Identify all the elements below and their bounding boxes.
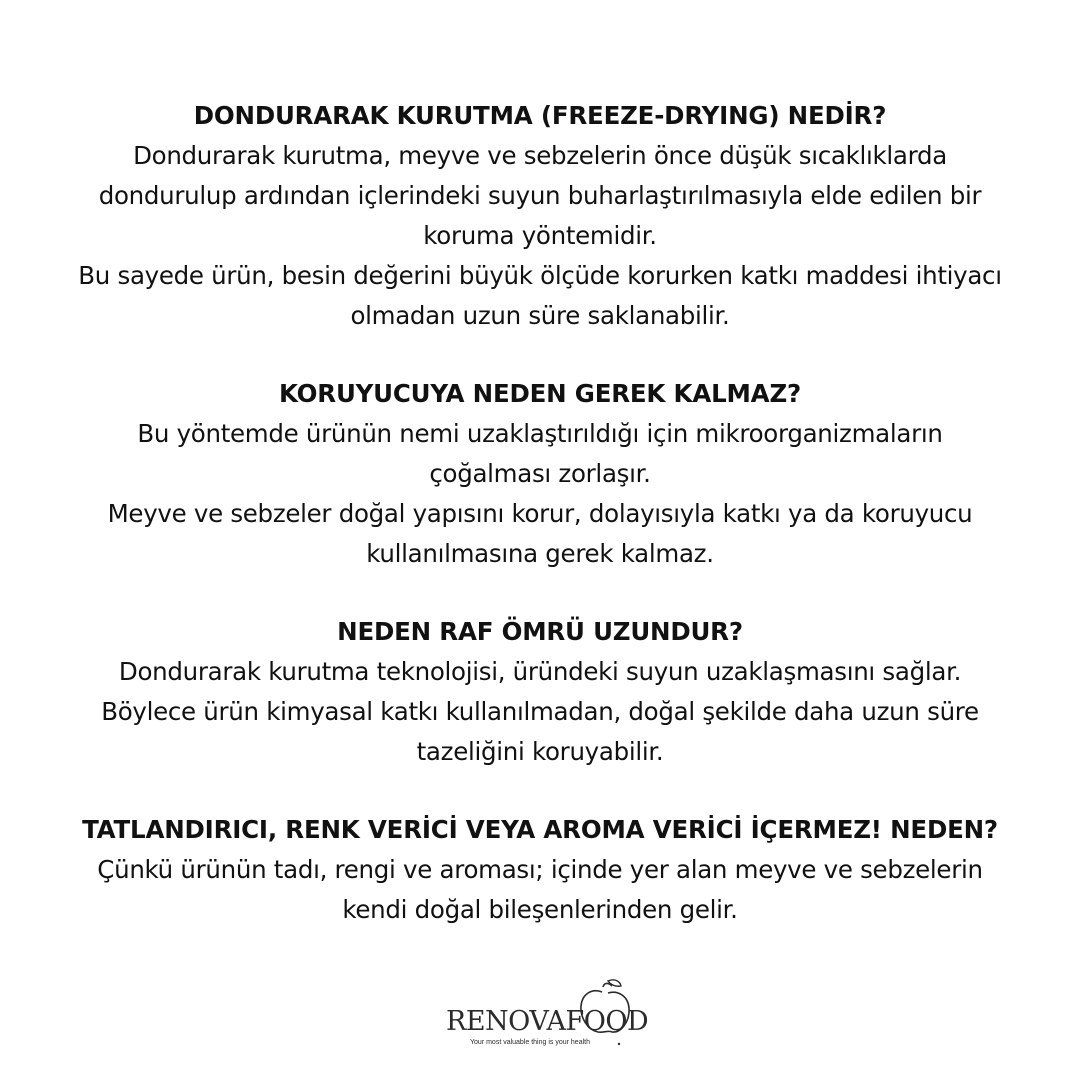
- brand-logo: [440, 978, 649, 1050]
- paragraph-line: Dondurarak kurutma, meyve ve sebzelerin önce düşük sıcaklıklarda: [133, 141, 947, 170]
- section-heading: TATLANDIRICI, RENK VERİCİ VEYA AROMA VERİCİ İÇERMEZ! NEDEN?: [82, 815, 998, 844]
- paragraph-line: olmadan uzun süre saklanabilir.: [350, 301, 730, 330]
- paragraph-line: Bu sayede ürün, besin değerini büyük ölçüde korurken katkı maddesi ihtiyacı: [78, 261, 1002, 290]
- paragraph-line: kullanılmasına gerek kalmaz.: [366, 539, 714, 568]
- paragraph-line: Böylece ürün kimyasal katkı kullanılmadan, doğal şekilde daha uzun süre: [101, 697, 979, 726]
- paragraph-line: çoğalması zorlaşır.: [429, 459, 651, 488]
- section-freeze-drying: [0, 96, 1080, 336]
- paragraph-line: kendi doğal bileşenlerinden gelir.: [342, 895, 738, 924]
- paragraph-line: koruma yöntemidir.: [423, 221, 657, 250]
- paragraph-line: Meyve ve sebzeler doğal yapısını korur, dolayısıyla katkı ya da koruyucu: [107, 499, 973, 528]
- section-heading: NEDEN RAF ÖMRÜ UZUNDUR?: [337, 617, 743, 646]
- section-no-additives: [0, 810, 1080, 930]
- section-heading: KORUYUCUYA NEDEN GEREK KALMAZ?: [278, 379, 802, 408]
- brand-tagline: Your most valuable thing is your health: [470, 1039, 590, 1046]
- section-heading: DONDURARAK KURUTMA (FREEZE-DRYING) NEDİR?: [193, 101, 887, 130]
- paragraph-line: Bu yöntemde ürünün nemi uzaklaştırıldığı için mikroorganizmaların: [137, 419, 943, 448]
- brand-wordmark: RENOVAFOOD: [446, 1006, 649, 1037]
- paragraph-line: dondurulup ardından içlerindeki suyun buharlaştırılmasıyla elde edilen bir: [98, 181, 982, 210]
- article: [0, 96, 1080, 930]
- paragraph-line: Çünkü ürünün tadı, rengi ve aroması; içinde yer alan meyve ve sebzelerin: [97, 855, 983, 884]
- section-shelf-life: [0, 612, 1080, 772]
- paragraph-line: Dondurarak kurutma teknolojisi, üründeki suyun uzaklaşmasını sağlar.: [118, 657, 962, 686]
- paragraph-line: tazeliğini koruyabilir.: [416, 737, 664, 766]
- section-no-preservatives: [0, 374, 1080, 574]
